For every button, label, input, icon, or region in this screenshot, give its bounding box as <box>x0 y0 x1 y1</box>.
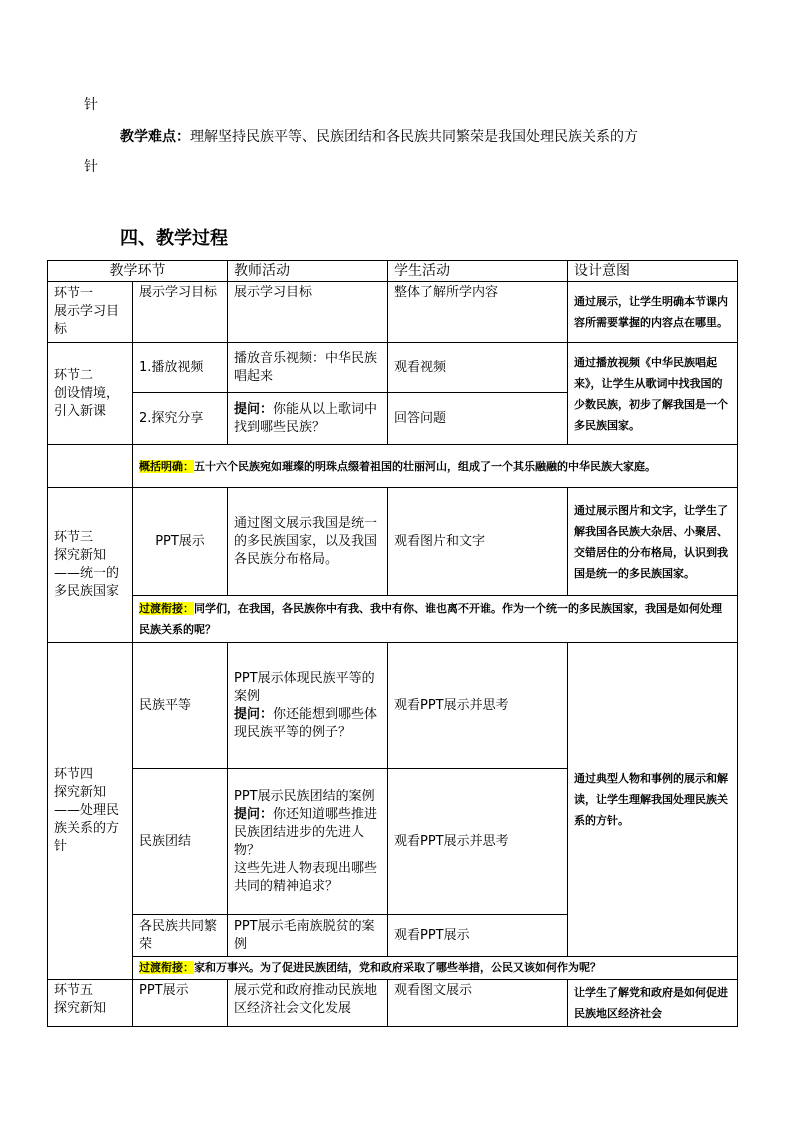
question-label: 提问： <box>234 401 274 417</box>
teacher-cell <box>228 643 388 769</box>
teacher-cell: 展示学习目标 <box>228 282 388 343</box>
question-text: 你能从以上歌词中找到哪些民族？ <box>234 401 378 435</box>
intent-cell: 通过播放视频《中华民族唱起来》，让学生从歌词中找我国的少数民族，初步了解我国是一个多民族国家。 <box>568 343 738 445</box>
stage-cell: 环节一 展示学习目标 <box>48 282 133 343</box>
intro-line-3: 针 <box>84 159 98 175</box>
intro-line-1: 针 <box>84 97 98 113</box>
stage-cell: 环节三 探究新知——统一的多民族国家 <box>48 488 133 643</box>
student-cell: 观看PPT展示并思考 <box>388 643 568 769</box>
table-row <box>48 596 738 643</box>
table-row <box>48 343 738 393</box>
student-cell: 观看PPT展示 <box>388 915 568 957</box>
teacher-cell: 展示党和政府推动民族地区经济社会文化发展 <box>228 980 388 1027</box>
transition-cell <box>133 957 738 980</box>
stage-cell: 环节四 探究新知——处理民族关系的方针 <box>48 643 133 980</box>
teacher-cell <box>228 769 388 915</box>
teacher-cell: PPT展示毛南族脱贫的案例 <box>228 915 388 957</box>
stage-cell: 环节二 创设情境，引入新课 <box>48 343 133 445</box>
table-row <box>48 445 738 488</box>
case-text: PPT展示民族团结的案例 <box>234 788 375 804</box>
teaching-process-table <box>47 260 738 1027</box>
sub-cell: 民族平等 <box>133 643 228 769</box>
table-row <box>48 282 738 343</box>
transition-cell <box>133 596 738 643</box>
student-cell: 观看视频 <box>388 343 568 393</box>
sub-cell: 1.播放视频 <box>133 343 228 393</box>
intent-cell: 通过展示，让学生明确本节课内容所需要掌握的内容点在哪里。 <box>568 282 738 343</box>
table-row <box>48 980 738 1027</box>
transition-label: 过渡衔接： <box>139 961 194 974</box>
teacher-cell: 通过图文展示我国是统一的多民族国家，以及我国各民族分布格局。 <box>228 488 388 596</box>
student-cell: 整体了解所学内容 <box>388 282 568 343</box>
header-teacher: 教师活动 <box>228 261 388 282</box>
table-row <box>48 957 738 980</box>
student-cell: 观看图文展示 <box>388 980 568 1027</box>
table-row <box>48 488 738 596</box>
difficulty-label: 教学难点： <box>120 129 190 145</box>
sub-cell: 各民族共同繁荣 <box>133 915 228 957</box>
sub-cell: 2.探究分享 <box>133 393 228 445</box>
difficulty-paragraph <box>120 127 638 147</box>
case-text: PPT展示体现民族平等的案例 <box>234 670 375 704</box>
summary-label: 概括明确： <box>139 459 194 473</box>
transition-text: 家和万事兴。为了促进民族团结，党和政府采取了哪些举措，公民又该如何作为呢？ <box>194 961 601 974</box>
transition-label: 过渡衔接： <box>139 602 194 615</box>
question-label: 提问： <box>234 806 274 822</box>
section-title: 四、教学过程 <box>120 228 228 249</box>
question-text: 你还能想到哪些体现民族平等的例子？ <box>234 706 378 740</box>
table-header-row <box>48 261 738 282</box>
stage-cell: 环节五 探究新知 <box>48 980 133 1027</box>
sub-cell: 民族团结 <box>133 769 228 915</box>
difficulty-text: 理解坚持民族平等、民族团结和各民族共同繁荣是我国处理民族关系的方 <box>190 129 638 145</box>
intent-cell: 通过典型人物和事例的展示和解读，让学生理解我国处理民族关系的方针。 <box>568 643 738 957</box>
header-student: 学生活动 <box>388 261 568 282</box>
question-label: 提问： <box>234 706 274 722</box>
summary-cell <box>133 445 738 488</box>
sub-cell: PPT展示 <box>133 980 228 1027</box>
student-cell: 回答问题 <box>388 393 568 445</box>
intent-cell: 让学生了解党和政府是如何促进民族地区经济社会 <box>568 980 738 1027</box>
summary-text: 五十六个民族宛如璀璨的明珠点缀着祖国的壮丽河山，组成了一个其乐融融的中华民族大家庭。 <box>194 459 656 473</box>
teacher-cell: 播放音乐视频：中华民族唱起来 <box>228 343 388 393</box>
intent-cell: 通过展示图片和文字，让学生了解我国各民族大杂居、小聚居、交错居住的分布格局，认识到我国是统一的多民族国家。 <box>568 488 738 596</box>
teacher-cell <box>228 393 388 445</box>
table-row <box>48 643 738 769</box>
header-intent: 设计意图 <box>568 261 738 282</box>
sub-cell: PPT展示 <box>133 488 228 596</box>
sub-cell: 展示学习目标 <box>133 282 228 343</box>
header-stage: 教学环节 <box>48 261 228 282</box>
student-cell: 观看PPT展示并思考 <box>388 769 568 915</box>
stage-cell-empty <box>48 445 133 488</box>
question-text: 你还知道哪些推进民族团结进步的先进人物？ 这些先进人物表现出哪些共同的精神追求？ <box>234 806 378 894</box>
student-cell: 观看图片和文字 <box>388 488 568 596</box>
transition-text: 同学们，在我国，各民族你中有我、我中有你、谁也离不开谁。作为一个统一的多民族国家，我国是如何处理民族关系的呢？ <box>139 602 722 636</box>
